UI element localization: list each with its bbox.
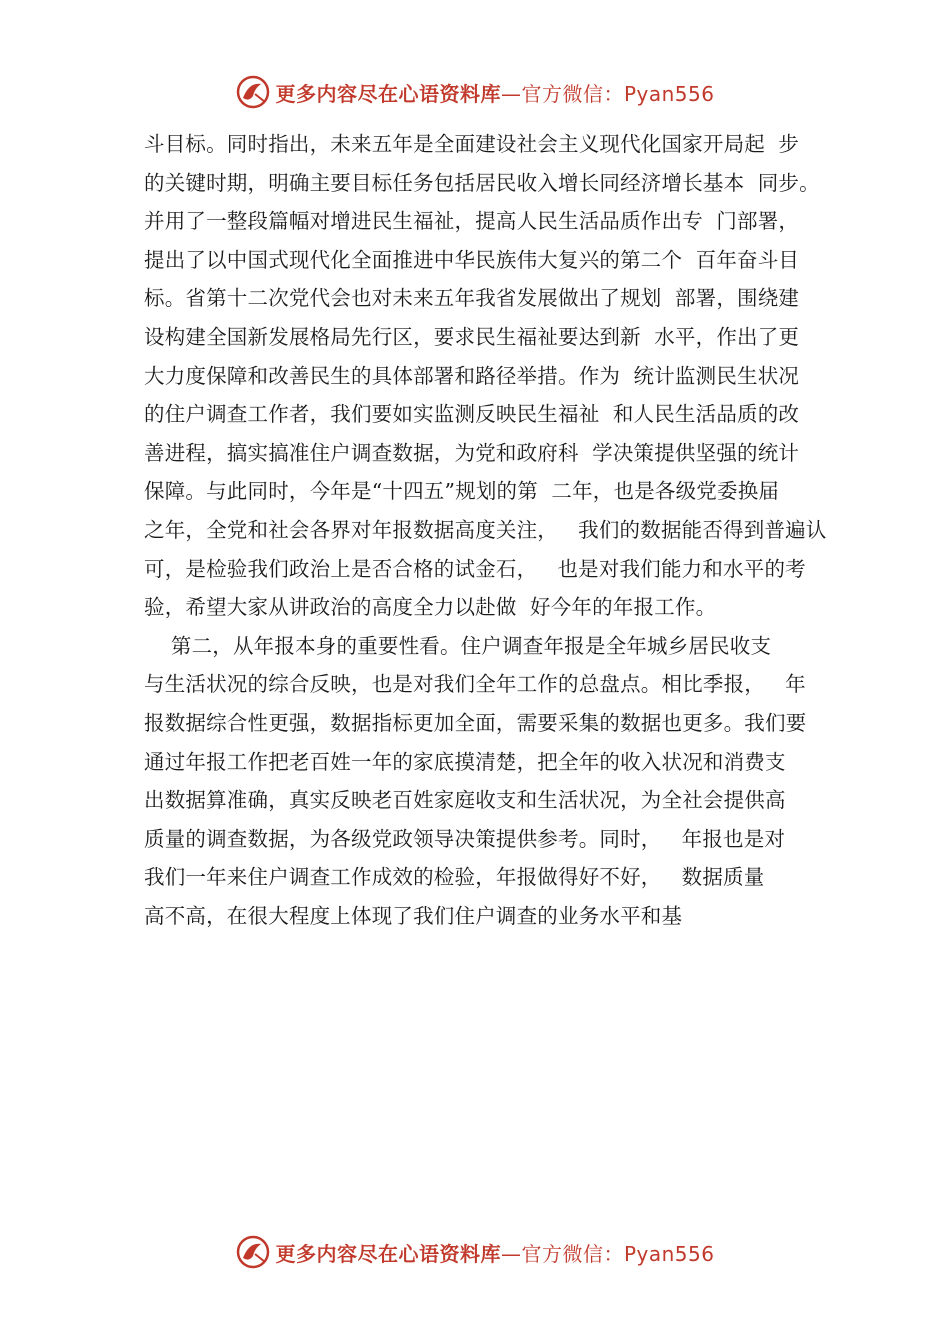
body-line: 斗目标。同时指出，未来五年是全面建设社会主义现代化国家开局起 步 xyxy=(144,132,800,156)
body-line: 质量的调查数据，为各级党政领导决策提供参考。同时， 年报也是对 xyxy=(144,826,786,851)
body-line: 善进程，搞实搞准住户调查数据，为党和政府科 学决策提供坚强的统计 xyxy=(144,440,800,465)
body-line: 提出了以中国式现代化全面推进中华民族伟大复兴的第二个 百年奋斗目 xyxy=(144,247,800,272)
body-line: 高不高，在很大程度上体现了我们住户调查的业务水平和基 xyxy=(144,903,683,928)
body-line: 可，是检验我们政治上是否合格的试金石， 也是对我们能力和水平的考 xyxy=(144,556,806,581)
watermark-main: 更多内容尽在心语资料库 xyxy=(275,1241,501,1266)
body-line: 报数据综合性更强，数据指标更加全面，需要采集的数据也更多。我们要 xyxy=(144,710,807,735)
watermark-main: 更多内容尽在心语资料库 xyxy=(275,81,501,106)
seal-logo-icon xyxy=(235,1234,271,1270)
watermark-contact: 官方微信：Pyan556 xyxy=(521,1241,715,1266)
watermark-text xyxy=(275,78,714,107)
watermark-contact: 官方微信：Pyan556 xyxy=(521,81,715,106)
body-line: 标。省第十二次党代会也对未来五年我省发展做出了规划 部署，围绕建 xyxy=(144,286,800,311)
body-line: 与生活状况的综合反映，也是对我们全年工作的总盘点。相比季报， 年 xyxy=(144,672,806,697)
body-line: 第二，从年报本身的重要性看。住户调查年报是全年城乡居民收支 xyxy=(144,633,772,658)
body-line: 通过年报工作把老百姓一年的家底摸清楚，把全年的收入状况和消费支 xyxy=(144,749,786,774)
body-line: 设构建全国新发展格局先行区，要求民生福祉要达到新 水平，作出了更 xyxy=(144,324,800,349)
body-line: 的住户调查工作者，我们要如实监测反映民生福祉 和人民生活品质的改 xyxy=(144,402,800,427)
body-line: 保障。与此同时，今年是“十四五”规划的第 二年，也是各级党委换届 xyxy=(144,479,780,504)
watermark-dash: — xyxy=(500,1241,522,1266)
body-line: 并用了一整段篇幅对增进民生福祉，提高人民生活品质作出专 门部署， xyxy=(144,209,800,234)
seal-logo-icon xyxy=(235,74,271,110)
body-line: 我们一年来住户调查工作成效的检验，年报做得好不好， 数据质量 xyxy=(144,865,765,890)
watermark-text xyxy=(275,1238,714,1267)
footer-watermark xyxy=(0,1232,950,1272)
document-body xyxy=(144,125,827,935)
body-line: 大力度保障和改善民生的具体部署和路径举措。作为 统计监测民生状况 xyxy=(144,363,800,388)
body-line: 验，希望大家从讲政治的高度全力以赴做 好今年的年报工作。 xyxy=(144,595,717,620)
body-line: 之年，全党和社会各界对年报数据高度关注， 我们的数据能否得到普遍认 xyxy=(144,517,827,542)
watermark-dash: — xyxy=(500,81,522,106)
header-watermark xyxy=(0,72,950,112)
body-line: 的关键时期，明确主要目标任务包括居民收入增长同经济增长基本 同步。 xyxy=(144,170,820,195)
body-line: 出数据算准确，真实反映老百姓家庭收支和生活状况，为全社会提供高 xyxy=(144,788,786,813)
